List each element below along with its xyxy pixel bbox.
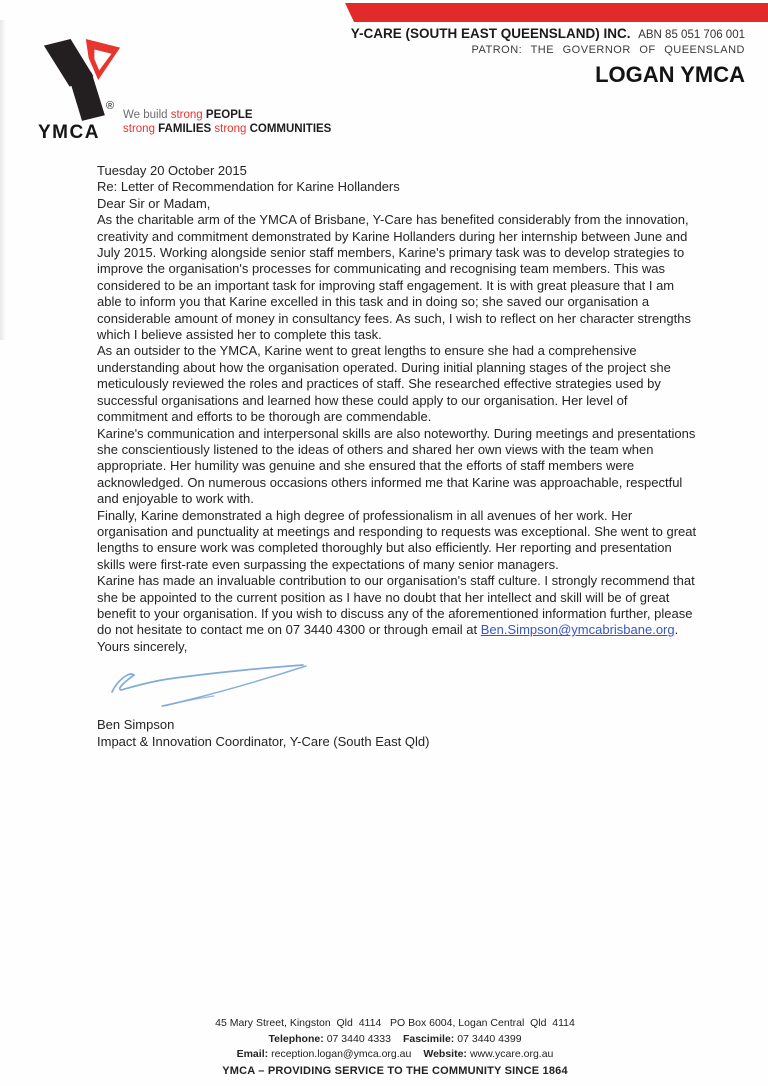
org-name: Y-CARE (SOUTH EAST QUEENSLAND) INC. xyxy=(350,26,631,41)
letter-salutation: Dear Sir or Madam, xyxy=(97,195,211,211)
signatory-title: Impact & Innovation Coordinator, Y-Care (South East Qld) xyxy=(97,733,430,749)
patron-line: PATRON: THE GOVERNOR OF QUEENSLAND xyxy=(471,44,745,56)
footer-email-web-line xyxy=(95,1047,695,1063)
letter-paragraph: As the charitable arm of the YMCA of Brisbane, Y-Care has benefited considerably from the innovation, creativity and commitment demonstrated by Karine Hollanders during her internship between June and July 2015. Working alongside senior staff members, Karine's primary task was to develop strategies to improve the organisation's processes for communicating and recognising team members. This was considered to be an important task for improving staff engagement. It is with great pleasure that I am able to inform you that Karine excelled in this task and in doing so; she saved our organisation a considerable amount of money in consultancy fees. As such, I wish to reflect on her character strengths which I believe assisted her to complete this task. xyxy=(97,212,691,343)
handwritten-signature xyxy=(100,659,697,717)
footer-phone-fax-line xyxy=(95,1032,695,1048)
letter-closing-paragraph xyxy=(97,573,697,639)
letter-paragraph: Karine's communication and interpersonal skills are also noteworthy. During meetings and presentations she conscientiously listened to the ideas of others and shared her own views with the team when appropriate. Her humility was genuine and she ensured that the efforts of staff members were acknowledged. On numerous occasions others informed me that Karine was approachable, respectful and enjoyable to work with. xyxy=(97,425,696,507)
letterhead-footer xyxy=(95,1016,695,1079)
branch-title: LOGAN YMCA xyxy=(595,62,745,87)
closing-text-after: . xyxy=(674,622,679,638)
registered-trademark-icon: ® xyxy=(106,100,115,112)
website-label: Website: xyxy=(423,1048,467,1060)
letter-paragraph: Finally, Karine demonstrated a high degree of professionalism in all avenues of her work. Her organisation and punctuality at meetings and responding to requests was exceptional. She went to great lengths to ensure work was completed thoroughly but also efficiently. Her reporting and presentation skills were first-rate even surpassing the expectations of many senior managers. xyxy=(97,507,697,572)
telephone-number: 07 3440 4333 xyxy=(326,1032,391,1045)
ymca-wordmark: YMCA xyxy=(38,122,100,143)
tagline-segment: FAMILIES xyxy=(158,122,215,135)
tagline-segment: We build xyxy=(123,109,171,121)
tagline-segment: COMMUNITIES xyxy=(249,122,332,135)
org-abn: ABN 85 051 706 001 xyxy=(638,29,745,41)
tagline-segment: PEOPLE xyxy=(205,109,253,121)
facsimile-label: Fascimile: xyxy=(402,1032,455,1045)
letter-subject: Re: Letter of Recommendation for Karine Hollanders xyxy=(97,179,400,195)
org-identity-line xyxy=(351,26,745,41)
signatory-name: Ben Simpson xyxy=(97,717,175,733)
email-address: reception.logan@ymca.org.au xyxy=(271,1048,412,1060)
brand-tagline xyxy=(123,109,331,136)
signature-ink-icon xyxy=(100,659,338,717)
email-label: Email: xyxy=(236,1048,269,1060)
footer-slogan: YMCA – PROVIDING SERVICE TO THE COMMUNITY SINCE 1864 xyxy=(222,1064,568,1077)
tagline-segment: strong xyxy=(123,122,159,135)
tagline-segment: strong xyxy=(170,109,206,121)
tagline-line2 xyxy=(123,123,331,137)
footer-address: 45 Mary Street, Kingston Qld 4114 PO Box 6004, Logan Central Qld 4114 xyxy=(215,1017,575,1029)
closing-text-before: Karine has made an invaluable contribution to our organisation's staff culture. I strongly recommend that she be appointed to the current position as I have no doubt that her intellect and skill will be of great benefit to your organisation. If you wish to discuss any of the aforementioned information further, please do not hesitate to contact me on 07 3440 4300 or through email at xyxy=(97,573,695,638)
letter-date: Tuesday 20 October 2015 xyxy=(97,163,247,178)
contact-email-link[interactable]: Ben.Simpson@ymcabrisbane.org xyxy=(480,622,675,638)
letter-paragraph: As an outsider to the YMCA, Karine went to great lengths to ensure she had a comprehensive understanding about how the organisation operated. During initial planning stages of the project she meticulously reviewed the roles and practices of staff. She researched effective strategies used by successful organisations and learned how these could apply to our organisation. Her level of commitment and efforts to be thorough are commendable. xyxy=(97,343,671,425)
red-brand-banner xyxy=(345,3,768,22)
tagline-line1 xyxy=(123,109,331,123)
letter-body xyxy=(97,163,697,750)
facsimile-number: 07 3440 4399 xyxy=(457,1032,522,1045)
website-address: www.ycare.org.au xyxy=(469,1048,554,1060)
tagline-segment: strong xyxy=(214,122,250,135)
telephone-label: Telephone: xyxy=(268,1032,324,1045)
letter-valediction: Yours sincerely, xyxy=(97,638,188,654)
